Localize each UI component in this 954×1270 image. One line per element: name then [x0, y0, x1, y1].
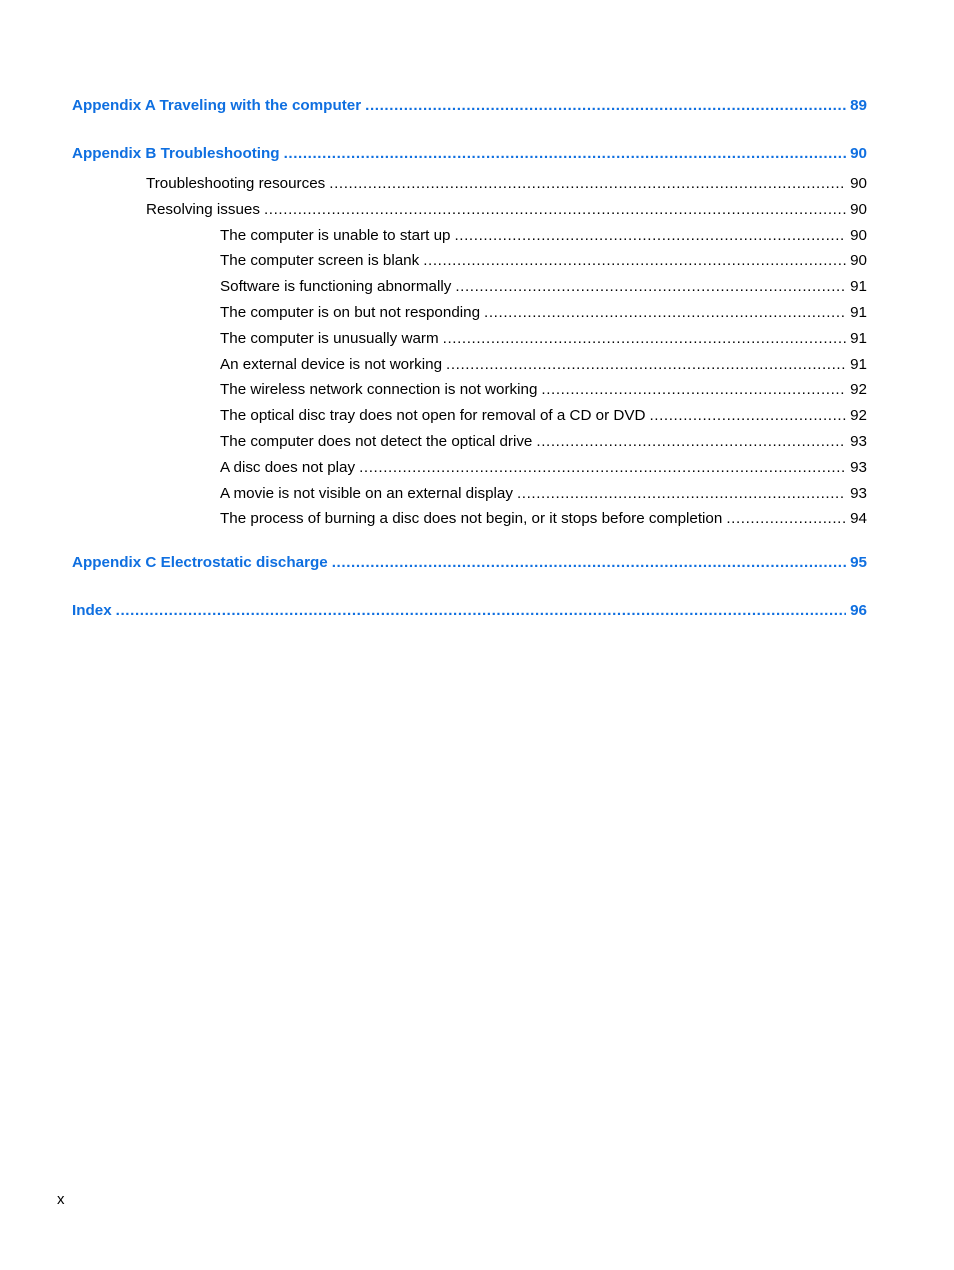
toc-entry-title[interactable]: The computer is on but not responding [220, 303, 481, 321]
dot-leader [726, 508, 846, 530]
toc-entry-page[interactable]: 91 [850, 278, 867, 296]
toc-group-appendix-a [72, 95, 867, 125]
toc-entry-burning-disc[interactable] [72, 508, 867, 534]
toc-entry-resolving-issues[interactable] [72, 199, 867, 225]
toc-entry-disc-tray[interactable] [72, 405, 867, 431]
dot-leader [517, 483, 846, 505]
toc-entry-title[interactable]: Resolving issues [146, 200, 260, 218]
dot-leader [443, 328, 846, 350]
toc-entry-title[interactable]: The computer screen is blank [220, 252, 420, 270]
toc-entry-title[interactable]: An external device is not working [220, 355, 443, 373]
dot-leader [454, 225, 846, 247]
toc-entry-title[interactable]: The computer is unable to start up [220, 226, 451, 244]
toc-entry-wireless-network[interactable] [72, 379, 867, 405]
dot-leader [536, 431, 846, 453]
toc-entry-optical-drive[interactable] [72, 431, 867, 457]
toc-entry-page[interactable]: 93 [850, 458, 867, 476]
toc-entry-page[interactable]: 90 [850, 226, 867, 244]
footer-page-number: x [57, 1191, 65, 1208]
table-of-contents [72, 95, 867, 648]
toc-entry-title[interactable]: Software is functioning abnormally [220, 278, 452, 296]
toc-entry-screen-blank[interactable] [72, 250, 867, 276]
toc-entry-external-device[interactable] [72, 354, 867, 380]
dot-leader [541, 379, 846, 401]
toc-entry-title[interactable]: Troubleshooting resources [146, 175, 326, 192]
toc-entry-page[interactable]: 92 [850, 407, 867, 425]
dot-leader [423, 250, 846, 272]
toc-entry-appendix-a[interactable] [72, 95, 867, 125]
toc-entry-page[interactable]: 90 [850, 252, 867, 270]
toc-entry-title[interactable]: The optical disc tray does not open for removal of a CD or DVD [220, 407, 646, 425]
toc-entry-page[interactable]: 91 [850, 303, 867, 321]
toc-entry-index[interactable] [72, 600, 867, 630]
dot-leader [359, 457, 846, 479]
toc-group-index [72, 600, 867, 630]
toc-entry-title[interactable]: The computer is unusually warm [220, 329, 439, 347]
toc-entry-page[interactable]: 89 [850, 97, 867, 114]
toc-entry-title[interactable]: The computer does not detect the optical drive [220, 432, 533, 450]
dot-leader [649, 405, 846, 427]
toc-entry-page[interactable]: 91 [850, 355, 867, 373]
toc-entry-page[interactable]: 93 [850, 484, 867, 502]
dot-leader [332, 552, 846, 574]
toc-entry-appendix-b[interactable] [72, 143, 867, 173]
toc-entry-title[interactable]: Appendix A Traveling with the computer [72, 97, 362, 114]
dot-leader [484, 302, 846, 324]
dot-leader [446, 354, 846, 376]
toc-entry-page[interactable]: 95 [850, 554, 867, 572]
toc-entry-software-abnormal[interactable] [72, 276, 867, 302]
toc-entry-title[interactable]: A movie is not visible on an external display [220, 484, 513, 502]
toc-entry-title[interactable]: The wireless network connection is not working [220, 381, 538, 399]
toc-entry-title[interactable]: The process of burning a disc does not begin, or it stops before completion [220, 510, 723, 528]
toc-entry-page[interactable]: 96 [850, 602, 867, 620]
toc-entry-title[interactable]: A disc does not play [220, 458, 356, 476]
toc-entry-unable-to-start[interactable] [72, 225, 867, 251]
toc-entry-troubleshooting-resources[interactable] [72, 173, 867, 199]
toc-entry-title[interactable]: Index [72, 602, 112, 620]
toc-entry-page[interactable]: 93 [850, 432, 867, 450]
toc-entry-page[interactable]: 91 [850, 329, 867, 347]
toc-entry-page[interactable]: 92 [850, 381, 867, 399]
toc-entry-page[interactable]: 90 [850, 145, 867, 162]
toc-entry-not-responding[interactable] [72, 302, 867, 328]
toc-entry-page[interactable]: 90 [850, 175, 867, 192]
dot-leader [365, 95, 846, 117]
dot-leader [116, 600, 846, 622]
toc-group-appendix-b [72, 143, 867, 534]
dot-leader [329, 173, 846, 195]
dot-leader [284, 143, 847, 165]
toc-entry-movie-not-visible[interactable] [72, 483, 867, 509]
dot-leader [264, 199, 846, 221]
toc-entry-disc-not-play[interactable] [72, 457, 867, 483]
toc-entry-unusually-warm[interactable] [72, 328, 867, 354]
toc-entry-appendix-c[interactable] [72, 552, 867, 582]
toc-entry-title[interactable]: Appendix C Electrostatic discharge [72, 554, 328, 572]
dot-leader [455, 276, 846, 298]
toc-entry-page[interactable]: 94 [850, 510, 867, 528]
toc-entry-page[interactable]: 90 [850, 200, 867, 218]
toc-entry-title[interactable]: Appendix B Troubleshooting [72, 145, 280, 162]
toc-group-appendix-c [72, 552, 867, 582]
